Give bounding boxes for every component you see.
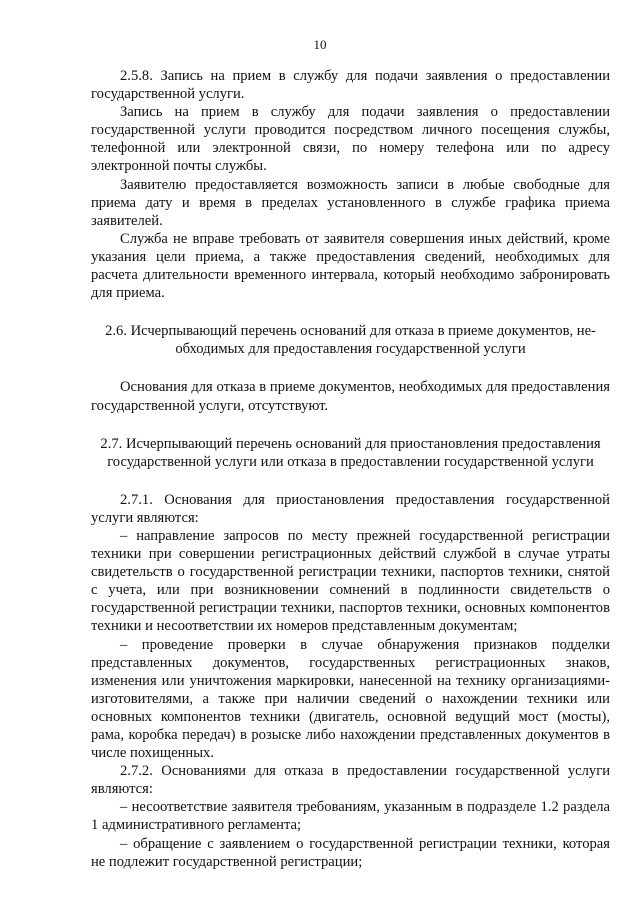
- list-item-queries: – направление запросов по месту прежней государственной регистрации техники при совершении регистрационных действий службой в случае утраты свидетельств о государственной регистрации техники, паспортов техники, снятой с учета, или при возникновении сомнений в подлинности свидетельств о государственной регистрации техники, паспортов техники, основных компонентов техники и несоответствии их номеров представленным документам;: [91, 527, 610, 635]
- document-body: [91, 67, 610, 871]
- paragraph-booking-methods: Запись на прием в службу для подачи заявления о предоставлении государственной услуги проводится посредством личного посещения службы, телефонной или электронной связи, по номеру телефона или по адресу электронной почты службы.: [91, 104, 610, 175]
- paragraph-2-7-2: 2.7.2. Основаниями для отказа в предоставлении государственной услуги являются:: [91, 763, 610, 798]
- heading-line: государственной услуги или отказа в предоставлении государственной услуги: [107, 453, 594, 470]
- list-item-not-subject-to-registration: – обращение с заявлением о государственной регистрации техники, которая не подлежит государственной регистрации;: [91, 835, 610, 870]
- paragraph-2-5-8: 2.5.8. Запись на прием в службу для подачи заявления о предоставлении государственной услуги.: [91, 68, 610, 103]
- paragraph-service-restrictions: Служба не вправе требовать от заявителя совершения иных действий, кроме указания цели приема, а также предоставления сведений, необходимых для расчета длительности временного интервала, который необходимо забронировать для приема.: [91, 230, 610, 302]
- list-item-verification: – проведение проверки в случае обнаружения признаков подделки представленных документов, государственных регистрационных знаков, изменения или уничтожения маркировки, нанесенной на технику организациями-изготовителями, а также при наличии сведений о нахождении техники или основных компонентов техники (двигатель, основной ведущий мост (мосты), рама, коробка передач) в розыске либо нахождении представленных документов в числе похищенных.: [91, 636, 610, 762]
- heading-line: 2.7. Исчерпывающий перечень оснований для приостановления предоставления: [100, 435, 601, 452]
- paragraph-booking-time: Заявителю предоставляется возможность записи в любые свободные для приема дату и время в пределах установленного в службе графика приема заявителей.: [91, 176, 610, 229]
- section-heading-2-6: [91, 322, 610, 358]
- paragraph-2-7-1: 2.7.1. Основания для приостановления предоставления государственной услуги являются:: [91, 491, 610, 526]
- list-item-applicant-mismatch: – несоответствие заявителя требованиям, указанным в подразделе 1.2 раздела 1 административного регламента;: [91, 799, 610, 834]
- page-number: 10: [313, 37, 327, 52]
- heading-line: 2.6. Исчерпывающий перечень оснований для отказа в приеме документов, не-: [105, 323, 596, 340]
- paragraph-no-refusal-grounds: Основания для отказа в приеме документов, необходимых для предоставления государственной услуги, отсутствуют.: [91, 379, 610, 414]
- section-heading-2-7: [91, 435, 610, 471]
- heading-line: обходимых для предоставления государственной услуги: [175, 341, 526, 358]
